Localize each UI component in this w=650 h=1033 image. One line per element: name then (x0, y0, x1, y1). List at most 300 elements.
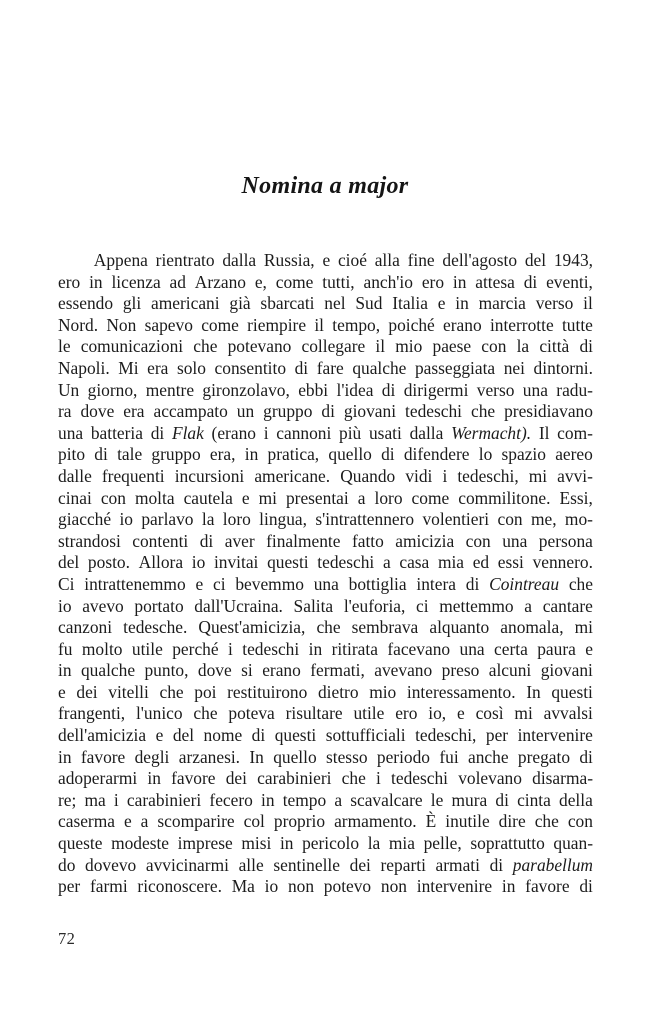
text-line (58, 272, 593, 294)
word: di (381, 444, 395, 465)
word: disarma- (532, 768, 593, 789)
text-line (58, 768, 593, 790)
word: gruppo (151, 444, 201, 465)
text-line (58, 488, 593, 510)
word: l'idea (336, 379, 374, 400)
word: modeste (111, 833, 170, 854)
word: mio (395, 336, 423, 357)
word: usati (368, 422, 402, 443)
word: di (579, 746, 593, 767)
word: bottiglia (348, 573, 407, 594)
word: di (94, 444, 108, 465)
text-line (58, 466, 593, 488)
word: giovani (343, 401, 397, 422)
word: ra (58, 401, 72, 422)
word: carabinieri (126, 789, 202, 810)
word: adoperarmi (58, 768, 138, 789)
word: di (321, 401, 335, 422)
word: arzanesi. (178, 746, 241, 767)
word: dei (225, 768, 247, 789)
word: com- (557, 422, 593, 443)
word: anomala, (500, 617, 564, 638)
word: parlavo (141, 509, 194, 530)
word: perché (172, 638, 219, 659)
word: giorno, (87, 379, 138, 400)
word: essi (497, 552, 524, 573)
word: il (583, 293, 593, 314)
word: pratica, (267, 444, 320, 465)
word: con (100, 487, 126, 508)
word: licenza (111, 271, 161, 292)
word: mio (369, 681, 397, 702)
text-line (58, 811, 593, 833)
word: favore (80, 746, 126, 767)
word: invitai (213, 552, 259, 573)
word: con (465, 530, 491, 551)
word: Essi, (559, 487, 593, 508)
word: riconoscere. (137, 876, 222, 897)
word: Nord. (58, 314, 99, 335)
word: tedeschi (317, 552, 375, 573)
word: città (539, 336, 570, 357)
text-line (58, 790, 593, 812)
word: canzoni (58, 617, 113, 638)
word: di (150, 422, 165, 443)
word: dove (80, 401, 115, 422)
word: volentieri (422, 509, 490, 530)
word: tempo, (332, 314, 381, 335)
word: passeggiata (414, 357, 496, 378)
word: come (411, 487, 450, 508)
word: per (485, 725, 509, 746)
text-line (58, 423, 593, 445)
word: Ci (58, 573, 75, 594)
word: la (516, 336, 530, 357)
word: questi (551, 681, 593, 702)
word: molta (134, 487, 175, 508)
word: sapevo (144, 314, 193, 335)
word: dei (349, 854, 371, 875)
word: facevano (387, 638, 451, 659)
word: dietro (317, 681, 359, 702)
word: qualche (352, 357, 407, 378)
word: farmi (89, 876, 128, 897)
word: i (263, 422, 269, 443)
word: intervenire (416, 876, 493, 897)
word: frangenti, (58, 703, 126, 724)
word: io (119, 509, 133, 530)
word: Salita (293, 595, 334, 616)
word: già (229, 293, 251, 314)
word: ed (472, 552, 490, 573)
word: Un (58, 379, 80, 400)
word: ad (169, 271, 186, 292)
word: di (465, 573, 480, 594)
word: utile (353, 703, 385, 724)
word: imprese (177, 833, 233, 854)
word: alcuni (488, 660, 532, 681)
word: erano (443, 314, 482, 335)
text-line (58, 574, 593, 596)
word: mia (437, 552, 465, 573)
word: la (367, 833, 381, 854)
word: Napoli. (58, 357, 110, 378)
word: in (89, 271, 103, 292)
word: lo (478, 444, 493, 465)
word: restituirono (227, 681, 308, 702)
word: io, (428, 703, 447, 724)
text-line (58, 401, 593, 423)
word: molto (81, 638, 123, 659)
word: certa (494, 638, 528, 659)
word: di (251, 725, 266, 746)
word: i (113, 789, 119, 810)
word: io (264, 876, 279, 897)
word: incursioni (174, 465, 245, 486)
word: poiché (388, 314, 435, 335)
word: a (140, 811, 149, 832)
word: dalle (58, 465, 92, 486)
word: attesa (475, 271, 515, 292)
word: che (159, 681, 184, 702)
word: accampato (153, 401, 228, 422)
word: verso (476, 379, 515, 400)
word: dintorni. (533, 357, 593, 378)
text-line (58, 552, 593, 574)
word: Wermacht). (451, 422, 532, 443)
word: È (425, 811, 437, 832)
word: periodo (376, 746, 430, 767)
word: batteria (90, 422, 143, 443)
word: sbarcati (260, 293, 315, 314)
word: scomparire (157, 811, 235, 832)
word: in (452, 271, 467, 292)
word: giovani (540, 660, 593, 681)
word: quello (273, 746, 317, 767)
word: dovevo (85, 854, 137, 875)
word: e (322, 250, 331, 270)
word: rientrato (155, 250, 215, 270)
word: ma (84, 789, 106, 810)
word: e (241, 487, 250, 508)
word: l'unico (135, 703, 183, 724)
word: alle (238, 854, 264, 875)
word: mi (514, 703, 533, 724)
word: eventi, (546, 271, 593, 292)
word: una (58, 422, 84, 443)
word: consentito (214, 357, 287, 378)
word: Ma (231, 876, 255, 897)
word: in (455, 293, 469, 314)
word: dall'Ucraina. (194, 595, 283, 616)
word: quello (328, 444, 372, 465)
word: con (481, 336, 507, 357)
word: ci (416, 595, 429, 616)
word: pelle, (423, 833, 462, 854)
text-line (58, 444, 593, 466)
word: sentinelle (273, 854, 340, 875)
word: soprattutto (470, 833, 545, 854)
word: il (314, 314, 324, 335)
text-line (58, 358, 593, 380)
word: ebbi (298, 379, 329, 400)
word: Non (106, 314, 137, 335)
word: cioé (337, 250, 367, 270)
word: mura (451, 789, 488, 810)
word: Quando (340, 465, 396, 486)
word: i (442, 465, 448, 486)
word: Russia, (263, 250, 315, 270)
text-line (58, 747, 593, 769)
word: potevo (323, 876, 372, 897)
word: americani (151, 293, 220, 314)
word: presidiavano (504, 401, 593, 422)
word: una (313, 573, 339, 594)
text-line (58, 617, 593, 639)
word: e (456, 703, 465, 724)
word: armamento. (334, 811, 417, 832)
word: alquanto (429, 617, 490, 638)
word: potevano (227, 336, 292, 357)
word: finalmente (266, 530, 341, 551)
word: (erano (211, 422, 256, 443)
word: cautela (183, 487, 233, 508)
word: spazio (501, 444, 546, 465)
word: gruppo (263, 401, 313, 422)
word: cannoni (276, 422, 332, 443)
word: ritirata (331, 638, 378, 659)
word: Cointreau (489, 573, 560, 594)
word: comunicazioni (80, 336, 184, 357)
word: difendere (403, 444, 470, 465)
word: ero (58, 271, 81, 292)
word: che (534, 811, 559, 832)
word: vitelli (108, 681, 149, 702)
word: Italia (392, 293, 428, 314)
text-line (58, 639, 593, 661)
word: preso (441, 660, 480, 681)
word: di (199, 530, 214, 551)
word: fermati, (310, 660, 365, 681)
word: una (522, 379, 548, 400)
word: Flak (171, 422, 204, 443)
word: inutile (445, 811, 490, 832)
word: anch'io (363, 271, 413, 292)
word: tutti, (322, 271, 355, 292)
word: cinta (517, 789, 551, 810)
word: giacché (58, 509, 112, 530)
word: collegare (301, 336, 366, 357)
word: poteva (228, 703, 275, 724)
text-line (58, 660, 593, 682)
word: Quest'amicizia, (198, 617, 306, 638)
word: cinai (58, 487, 92, 508)
word: misi (241, 833, 272, 854)
word: carabinieri (257, 768, 332, 789)
word: era, (209, 444, 236, 465)
word: queste (58, 833, 103, 854)
word: che (568, 573, 593, 594)
text-line (58, 855, 593, 877)
word: le (58, 336, 71, 357)
word: e (195, 573, 204, 594)
word: di (523, 271, 538, 292)
word: nome (203, 725, 243, 746)
text-line (58, 509, 593, 531)
word: di (381, 379, 396, 400)
word: dove (197, 660, 232, 681)
word: e (437, 293, 446, 314)
word: americane. (254, 465, 331, 486)
word: dalla (222, 250, 257, 270)
word: Il (538, 422, 550, 443)
word: e (123, 811, 132, 832)
word: s'intrattennero (315, 509, 415, 530)
word: avevo (82, 595, 124, 616)
word: come (201, 314, 239, 335)
word: dei (76, 681, 98, 702)
word: Allora (138, 552, 184, 573)
word: Arzano (194, 271, 246, 292)
word: me, (530, 509, 557, 530)
word: e (58, 681, 66, 702)
word: persona (538, 530, 593, 551)
word: degli (134, 746, 170, 767)
word: io (191, 552, 206, 573)
word: la (201, 509, 215, 530)
word: questi (274, 725, 317, 746)
word: tedeschi, (415, 725, 477, 746)
word: a (334, 789, 343, 810)
word: tedeschi (391, 768, 449, 789)
word: non (287, 876, 315, 897)
word: cantare (542, 595, 593, 616)
word: volevano (458, 768, 522, 789)
word: presentai (285, 487, 349, 508)
word: pericolo (302, 833, 360, 854)
word: casa (399, 552, 430, 573)
word: come (275, 271, 314, 292)
word: fare (316, 357, 344, 378)
word: in (244, 444, 259, 465)
word: Appena (93, 250, 148, 270)
word: che (316, 617, 341, 638)
word: In (249, 746, 264, 767)
word: un (236, 401, 255, 422)
word: avvalsi (543, 703, 593, 724)
word: fecero (209, 789, 253, 810)
word: portato (134, 595, 184, 616)
word: armati (435, 854, 480, 875)
word: loro (374, 487, 403, 508)
word: sembrava (351, 617, 419, 638)
word: frequenti (101, 465, 165, 486)
word: marcia (478, 293, 526, 314)
word: il (375, 336, 386, 357)
word: in (261, 789, 275, 810)
word: e (155, 725, 164, 746)
word: nel (324, 293, 346, 314)
word: mo- (564, 509, 593, 530)
word: strandosi (58, 530, 121, 551)
page-title: Nomina a major (241, 173, 409, 200)
word: avevano (374, 660, 433, 681)
word: del (524, 250, 547, 270)
word: con (497, 509, 523, 530)
word: di (579, 336, 593, 357)
word: gironzolavo, (202, 379, 290, 400)
word: io (58, 595, 72, 616)
word: sottufficiali (325, 725, 406, 746)
word: mi (258, 487, 277, 508)
word: radu- (556, 379, 593, 400)
text-line (58, 315, 593, 337)
word: di (579, 876, 593, 897)
word: più (339, 422, 362, 443)
word: paese (432, 336, 472, 357)
body-paragraph (58, 250, 593, 898)
word: parabellum (512, 854, 593, 875)
word: re; (58, 789, 77, 810)
word: era (123, 401, 145, 422)
word: intervenire (517, 725, 593, 746)
word: tedeschi (242, 638, 300, 659)
word: in (58, 746, 72, 767)
word: ero (421, 271, 445, 292)
word: ci (212, 573, 226, 594)
word: le (430, 789, 444, 810)
word: quan- (553, 833, 593, 854)
text-line (58, 336, 593, 358)
word: tedesche. (123, 617, 188, 638)
word: questi (267, 552, 309, 573)
word: interrotte (489, 314, 554, 335)
word: favore (525, 876, 570, 897)
word: stesso (325, 746, 368, 767)
word: con (567, 811, 593, 832)
word: do (58, 854, 76, 875)
page-number: 72 (58, 929, 76, 948)
word: punto, (144, 660, 189, 681)
text-line (58, 380, 593, 402)
word: poi (194, 681, 217, 702)
word: tedeschi, (457, 465, 519, 486)
word: una (502, 530, 528, 551)
word: mettemmo (439, 595, 514, 616)
word: l'euforia, (343, 595, 406, 616)
word: era (147, 357, 169, 378)
word: della (559, 789, 593, 810)
word: aereo (555, 444, 593, 465)
word: in (58, 660, 72, 681)
word: solo (176, 357, 206, 378)
word: essendo (58, 293, 114, 314)
word: di (495, 789, 509, 810)
word: che (193, 336, 218, 357)
word: tedeschi (405, 401, 463, 422)
word: in (308, 638, 323, 659)
text-line (58, 725, 593, 747)
paragraph-indent (58, 250, 86, 272)
word: paura (537, 638, 576, 659)
word: di (489, 854, 504, 875)
word: i (227, 638, 233, 659)
word: loro (222, 509, 251, 530)
word: dell'agosto (442, 250, 518, 270)
word: i (376, 768, 381, 789)
word: fatto (351, 530, 384, 551)
text-line (58, 833, 593, 855)
